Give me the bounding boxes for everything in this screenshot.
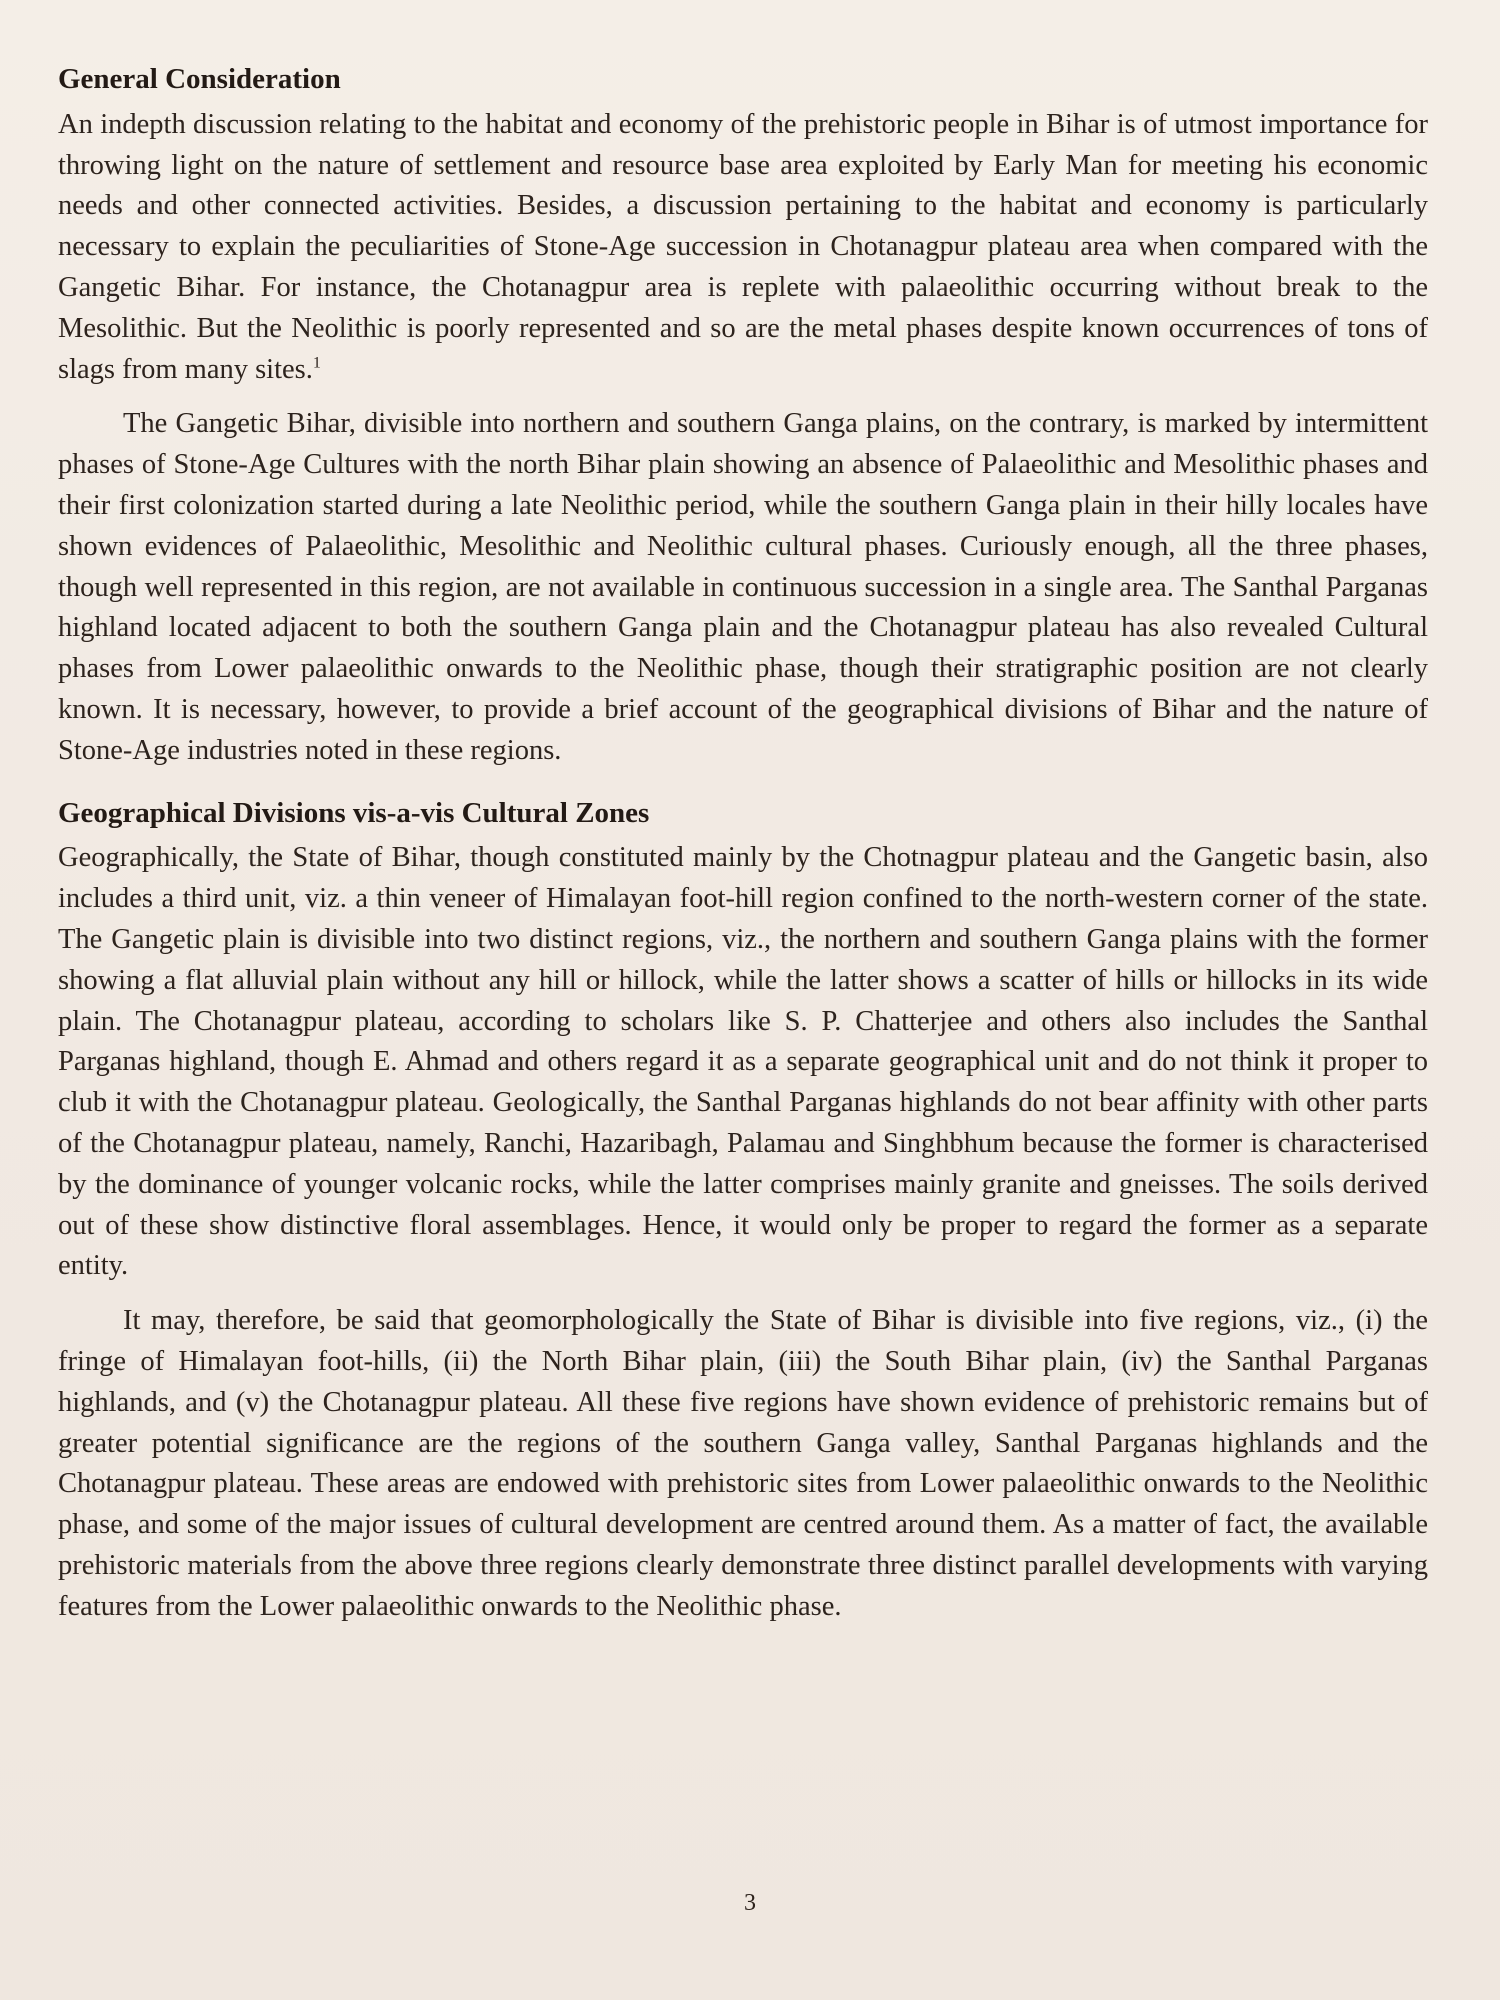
paragraph: Geographically, the State of Bihar, though constituted mainly by the Chotnagpur plateau and the Gangetic basin, also includes a third unit, viz. a thin veneer of Himalayan foot-hill region confined to the north-western corner of the state. The Gangetic plain is divisible into two distinct regions, viz., the northern and southern Ganga plains with the former showing a flat alluvial plain without any hill or hillock, while the latter shows a scatter of hills or hillocks in its wide plain. The Chotanagpur plateau, according to scholars like S. P. Chatterjee and others also includes the Santhal Parganas highland, though E. Ahmad and others regard it as a separate geographical unit and do not think it proper to club it with the Chotanagpur plateau. Geologically, the Santhal Parganas highlands do not bear affinity with other parts of the Chotanagpur plateau, namely, Ranchi, Hazaribagh, Palamau and Singhbhum because the former is characterised by the dominance of younger volcanic rocks, while the latter comprises mainly granite and gneisses. The soils derived out of these show distinctive floral assemblages. Hence, it would only be proper to regard the former as a separate entity. — [58, 842, 1428, 1282]
footnote-marker: 1 — [312, 354, 321, 372]
paragraph: It may, therefore, be said that geomorphologically the State of Bihar is divisible into five regions, viz., (i) the fringe of Himalayan foot-hills, (ii) the North Bihar plain, (iii) the South Bihar plain, (iv) the Santhal Parganas highlands, and (v) the Chotanagpur plateau. All these five regions have shown evidence of prehistoric remains but of greater potential significance are the regions of the southern Ganga valley, Santhal Parganas highlands and the Chotanagpur plateau. These areas are endowed with prehistoric sites from Lower palaeolithic onwards to the Neolithic phase, and some of the major issues of cultural development are centred around them. As a matter of fact, the available prehistoric materials from the above three regions clearly demonstrate three distinct parallel developments with varying features from the Lower palaeolithic onwards to the Neolithic phase. — [58, 1305, 1428, 1622]
section-heading-geographical-divisions: Geographical Divisions vis-a-vis Cultural Zones — [58, 796, 650, 829]
page-number: 3 — [744, 1890, 756, 1916]
section-heading-general-consideration: General Consideration — [58, 63, 341, 95]
paragraph — [58, 105, 1428, 391]
paragraph-text: An indepth discussion relating to the habitat and economy of the prehistoric people in Bihar is of utmost importance for throwing light on the nature of settlement and resource base area exploited by Early Man for meeting his economic needs and other connected activities. Besides, a discussion pertaining to the habitat and economy is particularly necessary to explain the peculiarities of Stone-Age succession in Chotanagpur plateau area when compared with the Gangetic Bihar. For instance, the Chotanagpur area is replete with palaeolithic occurring without break to the Mesolithic. But the Neolithic is poorly represented and so are the metal phases despite known occurrences of tons of slags from many sites. — [58, 108, 1428, 385]
paragraph: The Gangetic Bihar, divisible into northern and southern Ganga plains, on the contrary, is marked by intermittent phases of Stone-Age Cultures with the north Bihar plain showing an absence of Palaeolithic and Mesolithic phases and their first colonization started during a late Neolithic period, while the southern Ganga plain in their hilly locales have shown evidences of Palaeolithic, Mesolithic and Neolithic cultural phases. Curiously enough, all the three phases, though well represented in this region, are not available in continuous succession in a single area. The Santhal Parganas highland located adjacent to both the southern Ganga plain and the Chotanagpur plateau has also revealed Cultural phases from Lower palaeolithic onwards to the Neolithic phase, though their stratigraphic position are not clearly known. It is necessary, however, to provide a brief account of the geographical divisions of Bihar and the nature of Stone-Age industries noted in these regions. — [58, 408, 1428, 766]
